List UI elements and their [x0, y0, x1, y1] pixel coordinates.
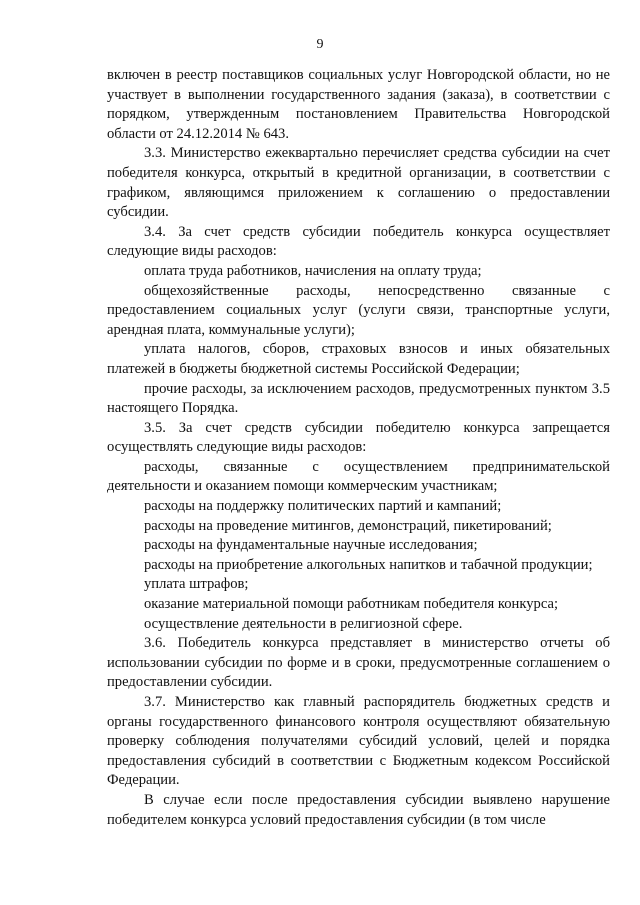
list-item-material-aid: оказание материальной помощи работникам победителя конкурса; — [144, 596, 559, 613]
paragraph-3-4: 3.4. За счет средств субсидии победитель конкурса осуществляет следующие виды расходов: — [107, 223, 610, 260]
list-item-political-support: расходы на поддержку политических партий и кампаний; — [144, 498, 502, 515]
list-item-religious-activity: осуществление деятельности в религиозной сфере. — [144, 615, 463, 632]
list-item-fines: уплата штрафов; — [144, 576, 249, 593]
paragraph-3-7: 3.7. Министерство как главный распорядитель бюджетных средств и органы государственного финансового контроля осуществляют обязательную проверку соблюдения получателями субсидий условий, целей и порядка предоставления субсидий в соответствии с Бюджетным кодексом Российской Федерации. — [107, 694, 610, 789]
paragraph-registry-continuation: включен в реестр поставщиков социальных услуг Новгородской области, но не участвует в выполнении государственного задания (заказа), в соответствии с порядком, утвержденным постановлением Правительства Новгородской области от 24.12.2014 № 643. — [107, 67, 610, 142]
list-item-research: расходы на фундаментальные научные исследования; — [144, 537, 478, 554]
paragraph-violation-case: В случае если после предоставления субсидии выявлено нарушение победителем конкурса условий предоставления субсидии (в том числе — [107, 791, 610, 828]
paragraph-3-3: 3.3. Министерство ежеквартально перечисляет средства субсидии на счет победителя конкурса, открытый в кредитной организации, в соответствии с графиком, являющимся приложением к соглашению о предоставлении субсидии. — [107, 145, 610, 221]
list-item-taxes: уплата налогов, сборов, страховых взносов и иных обязательных платежей в бюджеты бюджетной системы Российской Федерации; — [107, 341, 610, 377]
page-number: 9 — [316, 37, 324, 52]
paragraph-3-5: 3.5. За счет средств субсидии победителю конкурса запрещается осуществлять следующие виды расходов: — [107, 419, 610, 456]
document-body — [107, 66, 610, 830]
list-item-alcohol-tobacco: расходы на приобретение алкогольных напитков и табачной продукции; — [144, 556, 593, 573]
paragraph-3-6: 3.6. Победитель конкурса представляет в министерство отчеты об использовании субсидии по форме и в сроки, предусмотренные соглашением о предоставлении субсидии. — [107, 635, 610, 691]
list-item-business-expenses: расходы, связанные с осуществлением предпринимательской деятельности и оказанием помощи коммерческим участникам; — [107, 458, 610, 495]
list-item-rallies: расходы на проведение митингов, демонстраций, пикетирований; — [144, 517, 552, 534]
list-item-general-expenses: общехозяйственные расходы, непосредственно связанные с предоставлением социальных услуг (услуги связи, транспортные услуги, арендная плата, коммунальные услуги); — [107, 282, 610, 338]
list-item-other-expenses: прочие расходы, за исключением расходов, предусмотренных пунктом 3.5 настоящего Порядка. — [107, 380, 610, 417]
list-item-labor-costs: оплата труда работников, начисления на оплату труда; — [144, 262, 482, 279]
